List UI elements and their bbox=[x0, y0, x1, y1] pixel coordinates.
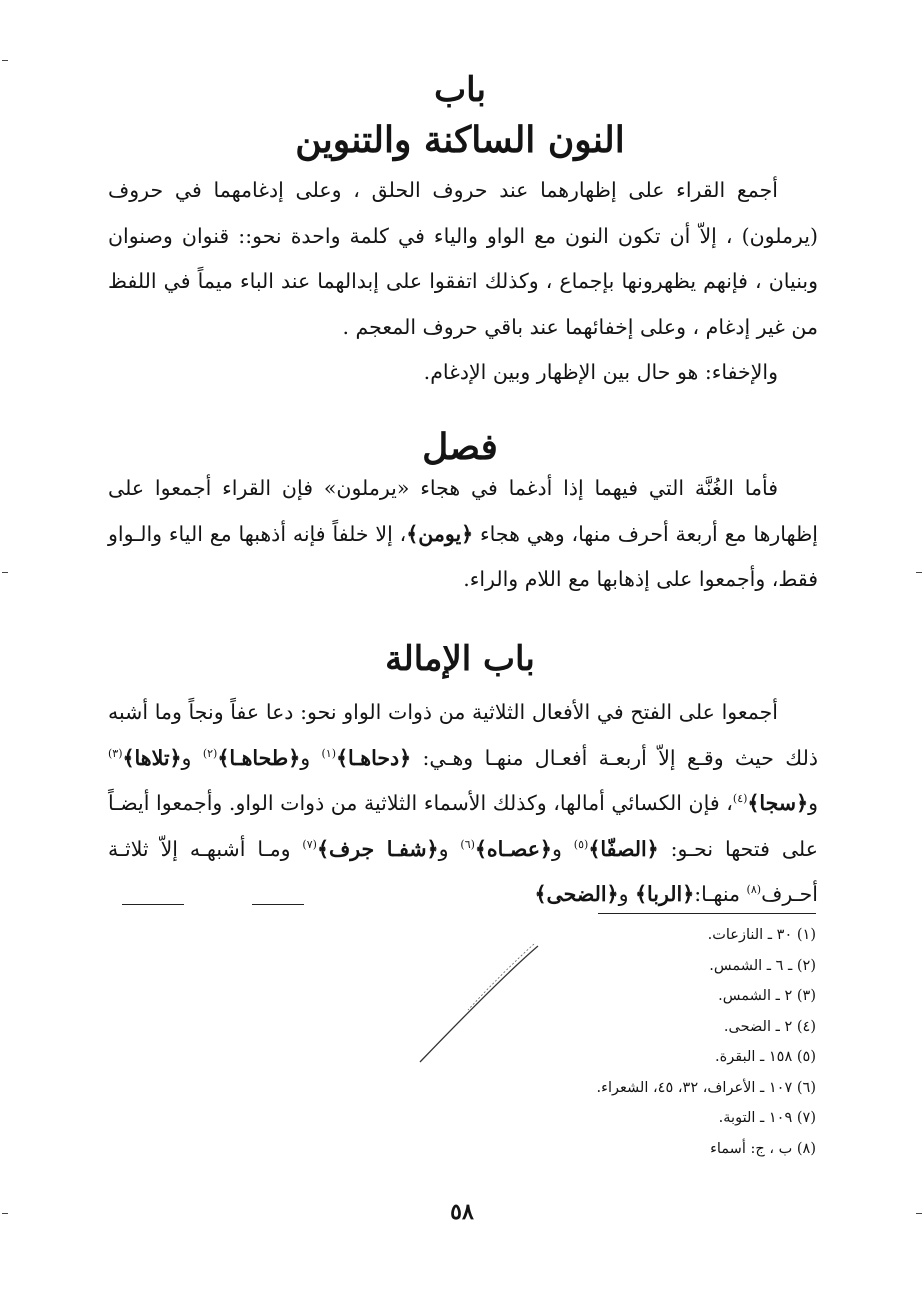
footnote-ref-4: (٤) bbox=[732, 792, 748, 806]
conj-wa: و bbox=[181, 745, 192, 770]
quran-word-asahu: ﴿عصـاه﴾ bbox=[474, 836, 552, 861]
chapter-title-imala: باب الإمالة bbox=[385, 639, 535, 679]
footnote-separator bbox=[598, 913, 816, 914]
footnote-ref-2: (٢) bbox=[202, 746, 218, 760]
footnote-ref-7: (٧) bbox=[302, 837, 317, 851]
chapter-title: النون الساكنة والتنوين bbox=[295, 119, 625, 161]
footnote-ref-5: (٥) bbox=[573, 837, 589, 851]
quran-word-dahaha: ﴿دحاهـا﴾ bbox=[336, 745, 412, 770]
footnote-ref-8: (٨) bbox=[746, 883, 762, 897]
conj-wa: و bbox=[808, 791, 818, 815]
footnote-ref-6: (٦) bbox=[460, 837, 475, 851]
paragraph-ikhfa-definition: والإخفاء: هو حال بين الإظهار وبين الإدغام. bbox=[423, 360, 778, 384]
conj-wa: و bbox=[618, 882, 629, 906]
handwritten-underline bbox=[252, 904, 304, 905]
ghunna-text-before: فأما الغُنَّة التي فيهما إذا أدغما في هجاء «يرملون» فإن القراء أجمعوا على إظهارها مع أربعة أحرف منها، وهي هجاء bbox=[108, 476, 818, 546]
chapter-label: باب bbox=[434, 70, 486, 110]
paragraph-ghunna bbox=[108, 466, 818, 603]
margin-mark bbox=[2, 1213, 8, 1214]
footnote-item: (٣) ٢ ـ الشمس. bbox=[718, 988, 816, 1004]
quran-word-tahaha: ﴿طحاهـا﴾ bbox=[217, 745, 301, 770]
conj-wa: و bbox=[300, 745, 311, 770]
footnote-item: (٨) ب ، ج: أسماء bbox=[710, 1140, 816, 1157]
imala-middle-1: ، فإن الكسائي أمالها، وكذلك الأسماء الثلاثية من ذوات الواو. وأجمعوا أيضـاً على فتحها نحـو: bbox=[108, 791, 818, 861]
footnote-item: (١) ٣٠ ـ النازعات. bbox=[707, 927, 816, 943]
margin-mark bbox=[2, 572, 8, 573]
handwritten-underline bbox=[122, 904, 184, 905]
quran-word-yumin: ﴿يومن﴾ bbox=[406, 521, 474, 546]
section-heading-fasl: فصل bbox=[422, 426, 498, 468]
page-number: ٥٨ bbox=[450, 1199, 474, 1225]
margin-mark bbox=[2, 60, 8, 61]
imala-middle-3: منهـا: bbox=[694, 882, 741, 906]
quran-word-saja: ﴿سجا﴾ bbox=[747, 791, 809, 815]
imala-intro: أجمعوا على الفتح في الأفعال الثلاثية من ذوات الواو نحو: دعا عفاً ونجاً وما أشبه ذلك حيث وقـع إلاّ أربعـة أفعـال منهـا وهـي: bbox=[108, 700, 818, 770]
footnote-item: (٧) ١٠٩ ـ التوبة. bbox=[718, 1110, 816, 1126]
conj-wa: و bbox=[438, 836, 449, 861]
quran-word-arriba: ﴿الربا﴾ bbox=[635, 882, 695, 906]
quran-word-adduha: ﴿الضحى﴾ bbox=[534, 882, 619, 906]
footnote-item: (٢) ـ ٦ ـ الشمس. bbox=[709, 957, 816, 974]
footnote-ref-3: (٣) bbox=[108, 746, 123, 760]
margin-mark bbox=[916, 572, 922, 573]
quran-word-assafa: ﴿الصفّا﴾ bbox=[588, 836, 659, 861]
footnote-ref-1: (١) bbox=[321, 746, 336, 760]
footnote-item: (٥) ١٥٨ ـ البقرة. bbox=[715, 1049, 816, 1065]
pen-stroke-mark bbox=[410, 940, 550, 1070]
ghunna-text-after: ، إلا خلفاً فإنه أذهبها مع الياء والـواو فقط، وأجمعوا على إذهابها مع اللام والراء. bbox=[108, 521, 818, 591]
paragraph-izhar: أجمع القراء على إظهارهما عند حروف الحلق ، وعلى إدغامهما في حروف (يرملون) ، إلاّ أن تكون النون مع الواو والياء في كلمة واحدة نحو:: قنوان وصنوان وبنيان ، فإنهم يظهرونها بإجماع ، وكذلك اتفقوا على إبدالهما عند الباء ميماً في اللفظ من غير إدغام ، وعلى إخفائهما عند باقي حروف المعجم . bbox=[108, 178, 818, 339]
conj-wa: و bbox=[551, 836, 562, 861]
footnote-item: (٤) ٢ ـ الضحى. bbox=[723, 1018, 816, 1035]
quran-word-talaha: ﴿تلاها﴾ bbox=[122, 745, 182, 770]
imala-middle-2: ومـا أشبهـه إلاّ ثلاثـة أحـرف bbox=[108, 836, 818, 906]
paragraph-imala bbox=[108, 690, 818, 918]
quran-word-shafa-juruf: ﴿شفـا جرف﴾ bbox=[316, 836, 439, 861]
margin-mark bbox=[916, 1213, 922, 1214]
footnote-item: (٦) ١٠٧ ـ الأعراف، ٣٢، ٤٥، الشعراء. bbox=[596, 1079, 816, 1096]
